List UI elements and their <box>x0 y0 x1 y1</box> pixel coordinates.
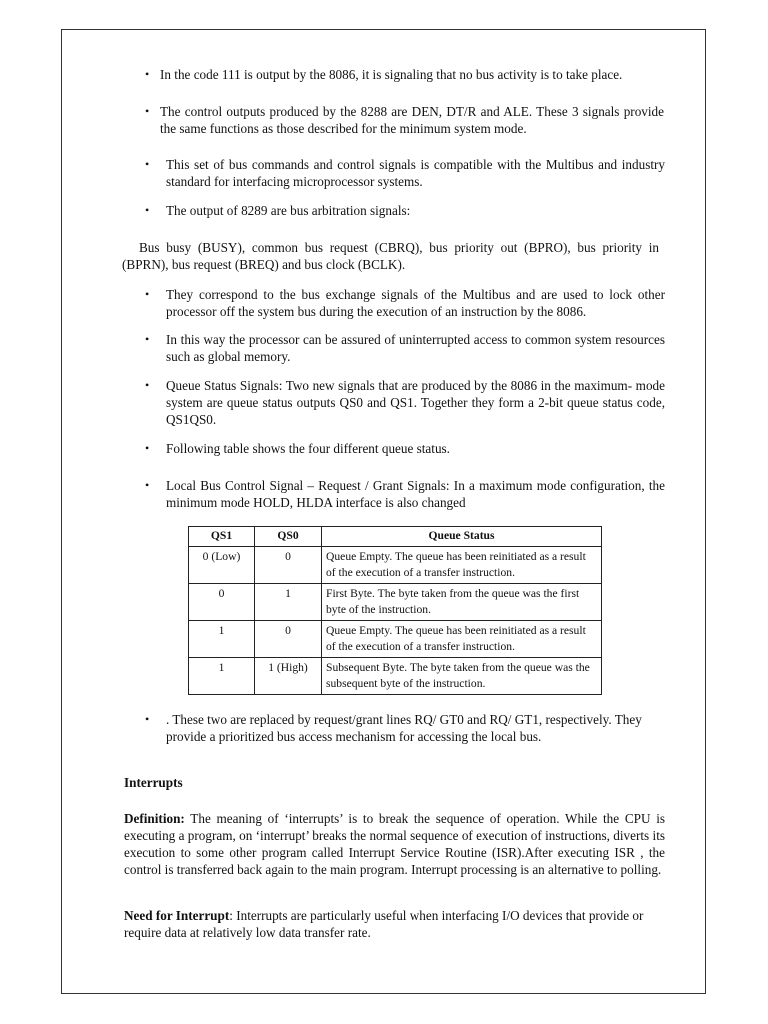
bullet-text: The output of 8289 are bus arbitration signals: <box>166 203 411 218</box>
table-row <box>189 658 602 695</box>
queue-status-table <box>188 526 602 695</box>
bullet-marker: • <box>145 712 150 726</box>
bullet-text: In the code 111 is output by the 8086, it is signaling that no bus activity is to take place. <box>160 67 623 82</box>
bullet-text: Local Bus Control Signal – Request / Grant Signals: In a maximum mode configuration, the minimum mode HOLD, HLDA interface is also changed <box>166 478 665 510</box>
bullet-marker: • <box>145 378 150 392</box>
definition-text: The meaning of ‘interrupts’ is to break the sequence of operation. While the CPU is executing a program, on ‘interrupt’ breaks the normal sequence of execution of instructions, diverts its execution to some other program called Interrupt Service Routine (ISR).After executing ISR , the control is transferred back again to the main program. Interrupt processing is an alternative to polling. <box>124 811 665 877</box>
bullet-text <box>160 103 664 137</box>
table-row <box>189 547 602 584</box>
table-cell: 1 <box>189 658 255 695</box>
bullet-marker: • <box>145 104 150 118</box>
bullet-marker: • <box>145 157 150 171</box>
column-header: QS1 <box>189 527 255 547</box>
bullet-text: Queue Status Signals: Two new signals that are produced by the 8086 in the maximum- mode system are queue status outputs QS0 and QS1. Together they form a 2-bit queue status code, QS1QS0. <box>166 378 665 427</box>
table-cell: First Byte. The byte taken from the queue was the first byte of the instruction. <box>322 584 602 621</box>
need-paragraph <box>124 907 665 941</box>
bullet-marker: • <box>145 203 150 217</box>
bullet-text: . These two are replaced by request/grant lines RQ/ GT0 and RQ/ GT1, respectively. They provide a prioritized bus access mechanism for accessing the local bus. <box>166 712 642 744</box>
bullet-text: This set of bus commands and control signals is compatible with the Multibus and industry standard for interfacing microprocessor systems. <box>166 157 665 189</box>
table-header-row <box>189 527 602 547</box>
definition-label: Definition: <box>124 811 185 826</box>
table-cell: 0 <box>255 621 322 658</box>
table-cell: 0 (Low) <box>189 547 255 584</box>
bullet-marker: • <box>145 332 150 346</box>
table-cell: 0 <box>189 584 255 621</box>
table-cell: Subsequent Byte. The byte taken from the queue was the subsequent byte of the instruction. <box>322 658 602 695</box>
definition-paragraph <box>124 810 665 878</box>
table-cell: 1 <box>255 584 322 621</box>
table-cell: Queue Empty. The queue has been reinitiated as a result of the execution of a transfer instruction. <box>322 621 602 658</box>
table-cell: 1 <box>189 621 255 658</box>
bullet-text-inline: The control outputs produced by the 8288 are DEN, DT/R and ALE. These 3 signals provide the same functions as those described for the minimum system mode. <box>160 104 664 136</box>
section-heading: Interrupts <box>124 775 183 790</box>
column-header: QS0 <box>255 527 322 547</box>
table-cell: Queue Empty. The queue has been reinitiated as a result of the execution of a transfer instruction. <box>322 547 602 584</box>
table-cell: 1 (High) <box>255 658 322 695</box>
need-label: Need for Interrupt <box>124 908 230 923</box>
bullet-text: Following table shows the four different queue status. <box>166 441 450 456</box>
table-row <box>189 621 602 658</box>
arbitration-paragraph: Bus busy (BUSY), common bus request (CBRQ), bus priority out (BPRO), bus priority in (BPRN), bus request (BREQ) and bus clock (BCLK). <box>122 240 659 272</box>
table-row <box>189 584 602 621</box>
bullet-text: In this way the processor can be assured of uninterrupted access to common system resources such as global memory. <box>166 332 665 364</box>
need-text: : Interrupts are particularly useful when interfacing I/O devices that provide or require data at relatively low data transfer rate. <box>124 908 644 940</box>
bullet-marker: • <box>145 478 150 492</box>
bullet-text: They correspond to the bus exchange signals of the Multibus and are used to lock other processor off the system bus during the execution of an instruction by the 8086. <box>166 287 665 319</box>
table-cell: 0 <box>255 547 322 584</box>
bullet-marker: • <box>145 441 150 455</box>
bullet-marker: • <box>145 67 150 81</box>
bullet-marker: • <box>145 287 150 301</box>
column-header: Queue Status <box>322 527 602 547</box>
